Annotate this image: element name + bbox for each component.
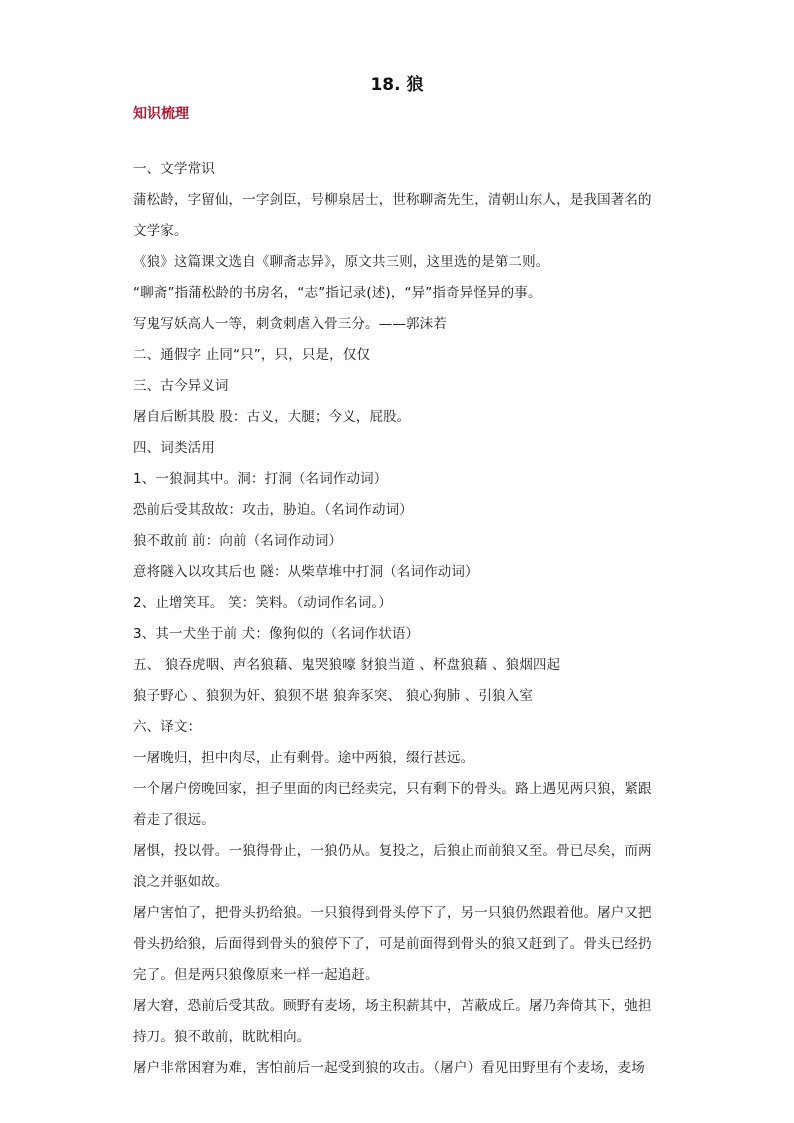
body-line: 三、古今异义词 [133, 378, 229, 394]
body-line: “聊斋”指蒲松龄的书房名，“志”指记录(述)，“异”指奇异怪异的事。 [133, 285, 542, 301]
body-line: 意将隧入以攻其后也 隧：从柴草堆中打洞（名词作动词） [133, 564, 479, 580]
body-line: 写鬼写妖高人一等，刺贪刺虐入骨三分。——郭沫若 [133, 316, 447, 332]
body-line: 屠户非常困窘为难，害怕前后一起受到狼的攻击。（屠户）看见田野里有个麦场，麦场 [133, 1060, 645, 1076]
body-line: 二、通假字 止同“只”，只，只是，仅仅 [133, 347, 371, 363]
body-line: 狼不敢前 前：向前（名词作动词） [133, 533, 343, 549]
body-line: 2、止增笑耳。 笑：笑料。（动词作名词。） [133, 595, 393, 611]
body-line: 屠户害怕了，把骨头扔给狼。一只狼得到骨头停下了，另一只狼仍然跟着他。屠户又把 [133, 905, 652, 921]
body-line: 浪之并驱如故。 [133, 874, 229, 890]
body-line: 一个屠户傍晚回家，担子里面的肉已经卖完，只有剩下的骨头。路上遇见两只狼，紧跟 [133, 781, 652, 797]
body-line: 一、文学常识 [133, 161, 215, 177]
body-line: 一屠晚归，担中肉尽，止有剩骨。途中两狼，缀行甚远。 [133, 750, 475, 766]
body-line: 五、 狼吞虎咽、声名狼藉、鬼哭狼嚎 豺狼当道 、杯盘狼藉 、狼烟四起 [133, 657, 561, 673]
body-line: 屠大窘，恐前后受其敌。顾野有麦场，场主积薪其中，苫蔽成丘。屠乃奔倚其下，弛担 [133, 998, 652, 1014]
body-line: 蒲松龄，字留仙，一字剑臣，号柳泉居士，世称聊斋先生，清朝山东人，是我国著名的 [133, 192, 652, 208]
body-line: 骨头扔给狼，后面得到骨头的狼停下了，可是前面得到骨头的狼又赶到了。骨头已经扔 [133, 936, 652, 952]
body-line: 完了。但是两只狼像原来一样一起追赶。 [133, 967, 379, 983]
body-line: 3、其一犬坐于前 犬：像狗似的（名词作状语） [133, 626, 420, 642]
page-title: 18. 狼 [370, 75, 424, 95]
body-line: 屠自后断其股 股：古义，大腿；今义，屁股。 [133, 409, 411, 425]
body-line: 《狼》这篇课文选自《聊斋志异》，原文共三则，这里选的是第二则。 [133, 254, 550, 270]
body-line: 着走了很远。 [133, 812, 215, 828]
body-line: 屠惧，投以骨。一狼得骨止，一狼仍从。复投之，后狼止而前狼又至。骨已尽矣，而两 [133, 843, 652, 859]
body-line: 六、译文： [133, 719, 202, 735]
body-line: 1、一狼洞其中。洞：打洞（名词作动词） [133, 471, 388, 487]
body-line: 持刀。狼不敢前，眈眈相向。 [133, 1029, 311, 1045]
body-line: 恐前后受其敌故：攻击，胁迫。（名词作动词） [133, 502, 413, 518]
section-heading: 知识梳理 [133, 106, 189, 122]
body-line: 四、词类活用 [133, 440, 215, 456]
body-line: 狼子野心 、狼狈为奸、狼狈不堪 狼奔豕突、 狼心狗肺 、引狼入室 [133, 688, 533, 704]
body-line: 文学家。 [133, 223, 188, 239]
